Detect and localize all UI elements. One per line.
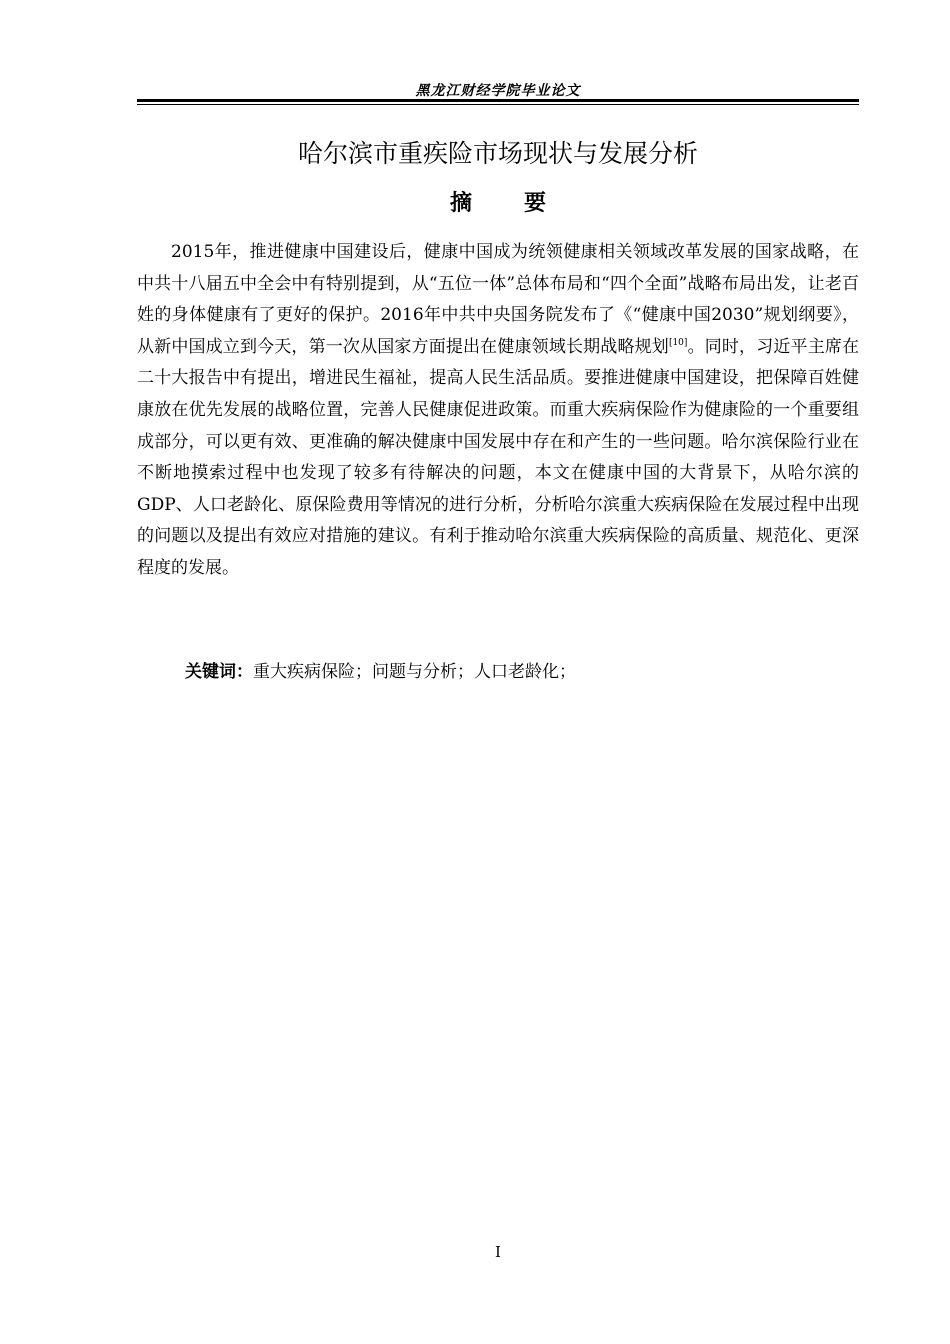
page-number: I	[495, 1243, 501, 1261]
keywords-line	[185, 658, 576, 686]
abstract-paragraph	[137, 237, 859, 585]
keywords-value: 重大疾病保险；问题与分析；人口老龄化；	[253, 662, 576, 682]
abstract-heading: 摘要	[449, 191, 598, 216]
header-rule-thin	[137, 104, 859, 105]
abstract-text-part1: 2015年，推进健康中国建设后，健康中国成为统领健康相关领域改革发展的国家战略，在中共十八届五中全会中有特别提到，从“五位一体”总体布局和“四个全面”战略布局出发，让老百姓的身体健康有了更好的保护。2016年中共中央国务院发布了《“健康中国2030”规划纲要》，从新中国成立到今天，第一次从国家方面提出在健康领域长期战略规划	[137, 242, 859, 357]
abstract-text-part2: 。同时，习近平主席在二十大报告中有提出，增进民生福祉，提高人民生活品质。要推进健康中国建设，把保障百姓健康放在优先发展的战略位置，完善人民健康促进政策。而重大疾病保险作为健康险的一个重要组成部分，可以更有效、更准确的解决健康中国发展中存在和产生的一些问题。哈尔滨保险行业在不断地摸索过程中也发现了较多有待解决的问题，本文在健康中国的大背景下，从哈尔滨的GDP、人口老龄化、原保险费用等情况的进行分析，分析哈尔滨重大疾病保险在发展过程中出现的问题以及提出有效应对措施的建议。有利于推动哈尔滨重大疾病保险的高质量、规范化、更深程度的发展。	[137, 336, 860, 578]
keywords-label: 关键词：	[185, 662, 253, 682]
header-rule-thick	[137, 99, 859, 102]
citation-reference: [10]	[668, 337, 688, 348]
document-title: 哈尔滨市重疾险市场现状与发展分析	[297, 139, 698, 168]
running-header: 黑龙江财经学院毕业论文	[415, 83, 581, 99]
